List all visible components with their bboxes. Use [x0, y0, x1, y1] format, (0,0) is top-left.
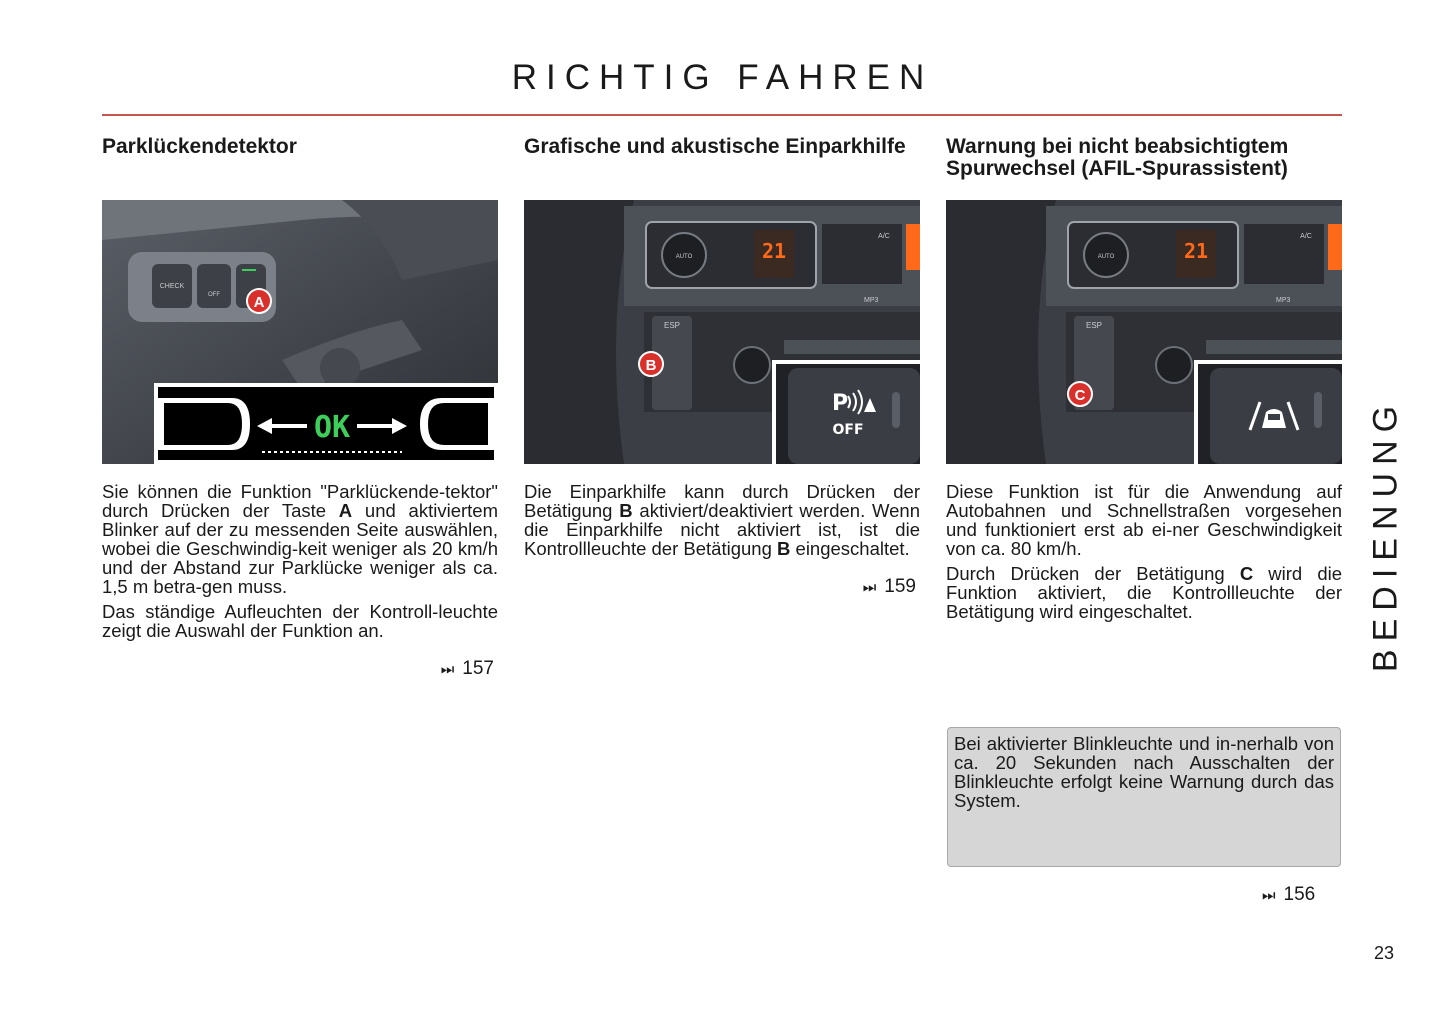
page-reference[interactable]: ⏭ 159	[862, 576, 916, 597]
section-body	[946, 482, 1342, 621]
page-reference[interactable]: ⏭ 157	[440, 658, 494, 679]
skip-forward-icon: ⏭	[862, 579, 877, 596]
display-temperature: 21	[1183, 239, 1209, 263]
section-lane-assist	[946, 136, 1342, 627]
svg-text:C: C	[1074, 387, 1086, 404]
svg-text:AUTO: AUTO	[1097, 254, 1115, 260]
svg-text:ESP: ESP	[663, 321, 681, 330]
section-heading: Warnung bei nicht beabsichtigtem Spurwechsel (AFIL-Spurassistent)	[946, 135, 1289, 180]
svg-text:AUTO: AUTO	[675, 254, 693, 260]
skip-forward-icon: ⏭	[1262, 887, 1276, 904]
section-body	[524, 482, 920, 558]
note-text: Bei aktivierter Blinkleuchte und in-nerhalb von ca. 20 Sekunden nach Ausschalten der Blinkleuchte erfolgt keine Warnung durch das System.	[954, 733, 1334, 811]
photo-parking-aid	[524, 200, 920, 464]
svg-text:P: P	[832, 391, 849, 416]
section-parking-detector	[102, 136, 498, 680]
paragraph: Durch Drücken der Betätigung C wird die Funktion aktiviert, die Kontrollleuchte der Betätigung wird eingeschaltet.	[946, 563, 1343, 622]
display-temperature: 21	[761, 239, 787, 263]
svg-text:A: A	[253, 294, 265, 311]
svg-text:MP3: MP3	[1276, 297, 1291, 304]
section-heading: Grafische und akustische Einparkhilfe	[524, 135, 906, 158]
section-parking-aid	[524, 136, 920, 598]
display-ok: OK	[313, 410, 351, 445]
button-label-off: OFF	[208, 292, 220, 298]
side-section-label: BEDIENUNG	[1366, 397, 1405, 673]
paragraph: Die Einparkhilfe kann durch Drücken der Betätigung B aktiviert/deaktiviert werden. Wenn die Einparkhilfe nicht aktiviert ist, ist die Kontrollleuchte der Betätigung B eingeschaltet.	[524, 481, 920, 559]
page-reference[interactable]: ⏭ 156	[1262, 884, 1316, 905]
skip-forward-icon: ⏭	[440, 661, 455, 678]
svg-text:B: B	[645, 357, 657, 374]
section-heading: Parklückendetektor	[102, 135, 297, 158]
paragraph: Diese Funktion ist für die Anwendung auf Autobahnen und Schnellstraßen vorgesehen und funktioniert erst ab ei-ner Geschwindigkeit von ca. 80 km/h.	[946, 481, 1342, 559]
photo-lane-assist	[946, 200, 1342, 464]
paragraph: Sie können die Funktion "Parklückende-tektor" durch Drücken der Taste A und aktiviertem Blinker auf der zu messenden Seite auswählen, wobei die Geschwindig-keit weniger als 20 km/h und der Abstand zur Parklücke weniger als ca. 1,5 m betra-gen muss.	[102, 481, 498, 597]
inset-off-label: OFF	[832, 422, 864, 438]
paragraph: Das ständige Aufleuchten der Kontroll-leuchte zeigt die Auswahl der Funktion an.	[102, 601, 498, 641]
svg-text:ESP: ESP	[1085, 321, 1103, 330]
section-body	[102, 482, 498, 640]
title-rule	[102, 114, 1342, 116]
svg-text:MP3: MP3	[864, 297, 879, 304]
svg-text:A/C: A/C	[1300, 233, 1312, 240]
page-title: RICHTIG FAHREN	[511, 58, 934, 97]
note-box	[947, 727, 1341, 867]
svg-text:A/C: A/C	[878, 233, 890, 240]
page-number: 23	[1374, 943, 1395, 963]
photo-parking-detector	[102, 200, 498, 464]
button-label-check: CHECK	[159, 283, 185, 290]
